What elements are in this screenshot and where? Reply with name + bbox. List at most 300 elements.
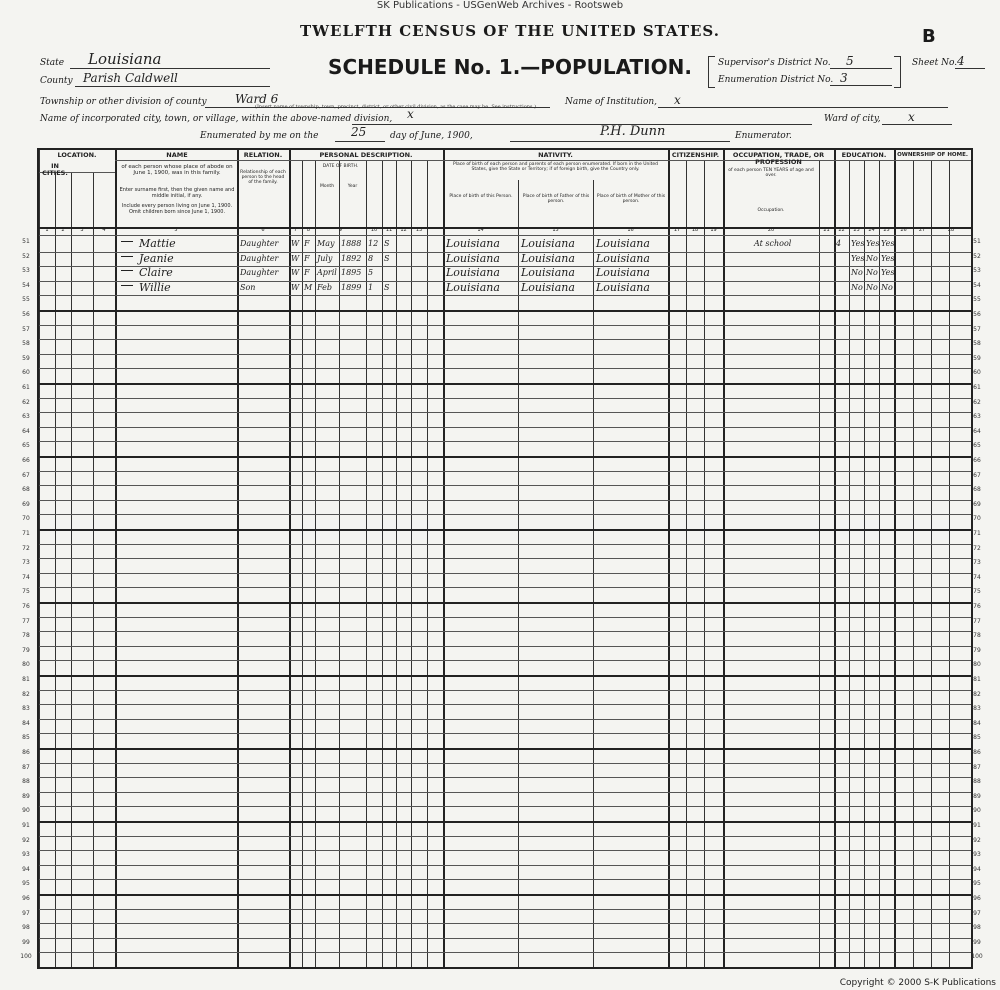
hdr-personal: PERSONAL DESCRIPTION. (319, 151, 413, 159)
row-line (39, 295, 971, 296)
city-label: Name of incorporated city, town, or village, within the above-named division, (40, 114, 393, 124)
row-number: 72 (973, 544, 981, 552)
hdr-name-desc: of each person whose place of abode on June 1, 1900, was in this family. (121, 164, 233, 177)
row-line (39, 690, 971, 691)
row-number: 55 (22, 296, 30, 304)
entry-color: W (291, 282, 300, 292)
column-number: 8 (306, 227, 311, 233)
row-number: 72 (22, 544, 30, 552)
column-number: 10 (370, 227, 378, 233)
row-number: 97 (973, 909, 981, 917)
entry-read: Yes (851, 239, 865, 248)
row-number: 54 (973, 281, 981, 289)
row-number: 90 (22, 807, 30, 815)
enumerator-name: P.H. Dunn (600, 124, 666, 139)
column-number: 27 (918, 227, 926, 233)
row-line (39, 281, 971, 282)
row-line (39, 763, 971, 764)
entry-birth-father: Louisiana (521, 266, 575, 280)
row-line (39, 383, 971, 385)
row-number: 89 (22, 792, 30, 800)
col-line (71, 172, 72, 967)
hdr-year: Year (347, 184, 358, 189)
row-number: 91 (22, 822, 30, 829)
row-line (39, 471, 971, 472)
column-number: 2 (61, 227, 65, 233)
entry-birth-father: Louisiana (521, 251, 575, 265)
ward-label: Ward of city, (824, 114, 881, 124)
entry-color: W (291, 268, 300, 278)
row-number: 96 (973, 895, 981, 902)
entry-write: No (866, 253, 878, 263)
entry-relation: Son (240, 282, 256, 292)
row-number: 61 (22, 384, 30, 391)
row-line (39, 660, 971, 661)
column-number: 12 (400, 227, 407, 233)
row-line (39, 909, 971, 910)
supervisor-line (830, 54, 892, 69)
enumeration-label: Enumeration District No. (718, 75, 834, 85)
enumerator-label: Enumerator. (735, 131, 792, 141)
entry-marital: S (384, 282, 390, 292)
entry-color: W (291, 239, 300, 248)
entry-occupation: At school (754, 239, 792, 248)
row-line (39, 325, 971, 326)
hdr-occupation-desc: of each person TEN YEARS of age and over. (728, 168, 814, 179)
row-number: 94 (22, 865, 30, 873)
row-line (39, 412, 971, 413)
entry-english: Yes (881, 268, 895, 278)
enumerated-middle: day of June, 1900, (390, 131, 473, 141)
column-number: 15 (552, 227, 559, 233)
entry-relation: Daughter (240, 268, 279, 278)
row-number: 90 (973, 807, 981, 815)
row-number: 56 (973, 311, 981, 318)
row-number: 70 (973, 515, 981, 523)
column-number: 16 (627, 227, 634, 233)
column-number: 9 (338, 227, 343, 233)
hdr-birth: DATE OF BIRTH. (322, 164, 359, 169)
township-note: (Insert name of township, town, precinct, district, or other civil division, as the case may be. See instructions.) (255, 104, 537, 110)
entry-month: April (317, 268, 337, 278)
entry-read: No (851, 268, 863, 278)
institution-value: x (674, 93, 681, 107)
row-number: 66 (22, 457, 30, 464)
row-number: 95 (973, 880, 981, 888)
entry-english: Yes (881, 239, 895, 248)
column-number: 11 (385, 227, 393, 233)
row-number: 74 (22, 573, 30, 581)
row-number: 70 (22, 515, 30, 523)
row-line (39, 836, 971, 837)
row-number: 86 (973, 749, 981, 756)
hdr-occupation: OCCUPATION, TRADE, OR PROFESSION (732, 151, 825, 167)
entry-name: Mattie (139, 237, 176, 250)
row-number: 66 (973, 457, 981, 464)
entry-sex: F (304, 268, 310, 278)
row-number: 98 (22, 924, 30, 932)
row-line (39, 368, 971, 369)
row-number: 76 (22, 603, 30, 610)
column-number: 25 (883, 227, 890, 233)
entry-name: Claire (139, 266, 173, 280)
hdr-occupation-sub: Occupation. (757, 208, 785, 213)
entry-color: W (291, 253, 300, 263)
row-line (39, 704, 971, 705)
township-label: Township or other division of county (40, 97, 207, 107)
entry-age: 12 (368, 239, 379, 248)
column-number: 28 (947, 227, 955, 233)
row-number: 100 (971, 953, 983, 961)
row-number: 78 (973, 632, 981, 640)
enumerated-prefix: Enumerated by me on the (200, 131, 319, 141)
surname-ditto-mark (121, 285, 133, 286)
row-number: 95 (22, 880, 30, 888)
col-line (93, 172, 94, 967)
header-line (39, 235, 971, 236)
township-value: Ward 6 (235, 92, 279, 106)
row-line (39, 806, 971, 807)
hdr-ownership: OWNERSHIP OF HOME. (897, 152, 968, 158)
column-number: 1 (45, 227, 49, 233)
row-number: 99 (973, 938, 981, 946)
row-number: 69 (22, 500, 30, 508)
surname-ditto-mark (121, 256, 133, 257)
row-line (39, 719, 971, 720)
entry-months-school: 4 (836, 239, 842, 248)
hdr-relation: RELATION. (243, 151, 283, 159)
hdr-location: LOCATION. (57, 151, 97, 159)
row-number: 86 (22, 749, 30, 756)
district-bracket-right (894, 56, 901, 88)
row-number: 82 (973, 690, 981, 698)
column-number: 4 (102, 227, 106, 233)
entry-birth-mother: Louisiana (596, 280, 650, 294)
entry-month: July (317, 253, 333, 263)
row-number: 82 (22, 690, 30, 698)
row-number: 79 (22, 646, 30, 654)
entry-age: 5 (368, 268, 374, 278)
enumerated-day: 25 (351, 125, 367, 139)
supervisor-label: Supervisor's District No. (718, 58, 831, 68)
row-number: 83 (22, 705, 30, 713)
row-number: 53 (22, 267, 30, 275)
supervisor-value: 5 (846, 54, 854, 68)
row-number: 98 (973, 924, 981, 932)
entry-birth-person: Louisiana (446, 237, 500, 250)
entry-year: 1888 (341, 239, 362, 248)
enumerator-line (510, 124, 730, 142)
column-number: 23 (853, 227, 860, 233)
row-line (39, 602, 971, 604)
row-line (39, 631, 971, 632)
row-line (39, 865, 971, 866)
sheet-line (955, 54, 985, 69)
row-number: 94 (973, 865, 981, 873)
column-number: 6 (261, 227, 265, 233)
col-line (55, 172, 56, 967)
entry-birth-person: Louisiana (446, 251, 500, 265)
entry-birth-mother: Louisiana (596, 251, 650, 265)
row-number: 57 (22, 325, 30, 333)
column-number: 5 (174, 227, 178, 233)
hdr-nat-father: Place of birth of Father of this person. (522, 194, 590, 205)
entry-birth-person: Louisiana (446, 266, 500, 280)
row-number: 80 (22, 661, 30, 669)
column-number: 7 (293, 227, 298, 233)
state-label: State (40, 58, 65, 68)
row-line (39, 354, 971, 355)
row-number: 79 (973, 646, 981, 654)
census-title: TWELFTH CENSUS OF THE UNITED STATES. (300, 22, 720, 40)
entry-sex: M (304, 282, 313, 292)
row-line (39, 850, 971, 851)
row-line (39, 573, 971, 574)
row-number: 76 (973, 603, 981, 610)
entry-month: May (317, 239, 335, 248)
column-number: 14 (477, 227, 484, 233)
row-number: 57 (973, 325, 981, 333)
row-number: 88 (22, 778, 30, 786)
row-line (39, 427, 971, 428)
row-number: 91 (973, 822, 981, 829)
row-line (39, 339, 971, 340)
entry-write: No (866, 268, 878, 278)
sheet-label: Sheet No. (912, 58, 958, 68)
sheet-letter: B (922, 26, 936, 47)
entry-marital: S (384, 253, 390, 263)
row-number: 75 (22, 588, 30, 596)
entry-sex: F (304, 239, 310, 248)
column-number: 3 (80, 227, 84, 233)
entry-write: Yes (866, 239, 880, 248)
row-number: 52 (22, 252, 30, 260)
enumeration-value: 3 (840, 71, 848, 85)
row-number: 81 (973, 676, 981, 683)
row-number: 62 (973, 398, 981, 406)
enumeration-line (830, 71, 892, 86)
state-line (70, 50, 270, 69)
county-label: County (40, 76, 73, 86)
hdr-relation-desc: Relationship of each person to the head of the family. (240, 170, 286, 186)
row-number: 93 (973, 851, 981, 859)
row-number: 60 (22, 369, 30, 377)
entry-sex: F (304, 253, 310, 263)
row-number: 89 (973, 792, 981, 800)
institution-label: Name of Institution, (565, 97, 658, 107)
row-number: 97 (22, 909, 30, 917)
row-line (39, 894, 971, 896)
column-number: 13 (415, 227, 423, 233)
site-banner: SK Publications - USGenWeb Archives - Rootsweb (376, 0, 624, 11)
surname-ditto-mark (121, 270, 133, 271)
row-line (39, 252, 971, 253)
column-number: 18 (691, 227, 699, 233)
column-number: 20 (767, 227, 775, 233)
ward-line (882, 110, 952, 125)
row-number: 77 (973, 617, 981, 625)
row-number: 85 (22, 734, 30, 742)
row-number: 75 (973, 588, 981, 596)
column-number: 22 (838, 227, 845, 233)
row-number: 64 (973, 427, 981, 435)
row-number: 96 (22, 895, 30, 902)
row-number: 83 (973, 705, 981, 713)
row-number: 84 (973, 719, 981, 727)
column-number: 17 (673, 227, 681, 233)
entry-age: 8 (368, 253, 374, 263)
county-value: Parish Caldwell (83, 71, 178, 85)
row-number: 51 (22, 238, 30, 245)
hdr-name: NAME (166, 151, 188, 159)
row-number: 58 (973, 340, 981, 348)
row-number: 73 (22, 559, 30, 567)
entry-birth-father: Louisiana (521, 280, 575, 294)
entry-year: 1892 (341, 253, 362, 263)
row-line (39, 558, 971, 559)
row-line (39, 514, 971, 515)
row-line (39, 938, 971, 939)
row-number: 73 (973, 559, 981, 567)
entry-write: No (866, 282, 878, 292)
row-number: 78 (22, 632, 30, 640)
hdr-education: EDUCATION. (841, 151, 887, 159)
county-line (75, 71, 270, 87)
row-number: 59 (973, 354, 981, 362)
hdr-in-cities: IN CITIES. (42, 162, 68, 178)
row-number: 92 (22, 836, 30, 844)
entry-english: No (881, 282, 893, 292)
row-number: 60 (973, 369, 981, 377)
row-number: 92 (973, 836, 981, 844)
entry-birth-mother: Louisiana (596, 266, 650, 280)
state-value: Louisiana (88, 50, 162, 68)
hdr-month: Month (319, 184, 335, 189)
row-number: 64 (22, 427, 30, 435)
row-line (39, 485, 971, 486)
row-number: 69 (973, 500, 981, 508)
schedule-title: SCHEDULE No. 1.—POPULATION. (328, 55, 692, 79)
entry-age: 1 (368, 282, 374, 292)
column-number: 21 (823, 227, 830, 233)
row-number: 84 (22, 719, 30, 727)
row-line (39, 952, 971, 953)
row-number: 87 (973, 763, 981, 771)
entry-month: Feb (317, 282, 332, 292)
hdr-name-instr2: Include every person living on June 1, 1900. Omit children born since June 1, 1900. (121, 203, 233, 215)
row-line (39, 398, 971, 399)
row-number: 99 (22, 938, 30, 946)
row-line (39, 529, 971, 531)
entry-year: 1895 (341, 268, 362, 278)
entry-name: Willie (139, 280, 171, 294)
row-number: 85 (973, 734, 981, 742)
entry-marital: S (384, 239, 390, 248)
hdr-name-instr: Enter surname first, then the given name and middle initial, if any. (119, 187, 235, 199)
entry-birth-person: Louisiana (446, 280, 500, 294)
entry-relation: Daughter (240, 253, 279, 263)
row-number: 63 (973, 413, 981, 421)
row-number: 62 (22, 398, 30, 406)
row-number: 52 (973, 252, 981, 260)
row-line (39, 441, 971, 442)
row-number: 68 (22, 486, 30, 494)
row-number: 63 (22, 413, 30, 421)
row-line (39, 617, 971, 618)
row-number: 51 (973, 238, 981, 245)
row-number: 87 (22, 763, 30, 771)
row-number: 81 (22, 676, 30, 683)
row-line (39, 777, 971, 778)
row-number: 68 (973, 486, 981, 494)
row-number: 71 (22, 530, 30, 537)
row-number: 67 (973, 471, 981, 479)
city-value: x (407, 107, 414, 121)
entry-english: Yes (881, 253, 895, 263)
row-number: 88 (973, 778, 981, 786)
row-line (39, 646, 971, 647)
row-number: 65 (973, 442, 981, 450)
row-line (39, 310, 971, 312)
row-number: 54 (22, 281, 30, 289)
hdr-nat-mother: Place of birth of Mother of this person. (596, 194, 666, 205)
row-number: 59 (22, 354, 30, 362)
row-number: 100 (20, 953, 32, 961)
entry-name: Jeanie (139, 251, 174, 265)
row-number: 65 (22, 442, 30, 450)
district-bracket-left (708, 56, 715, 88)
row-line (39, 544, 971, 545)
institution-line (658, 93, 948, 108)
surname-ditto-mark (121, 241, 133, 242)
ward-value: x (908, 110, 915, 124)
row-number: 80 (973, 661, 981, 669)
hdr-citizenship: CITIZENSHIP. (671, 151, 720, 159)
row-number: 93 (22, 851, 30, 859)
entry-relation: Daughter (240, 239, 279, 248)
row-number: 58 (22, 340, 30, 348)
entry-year: 1899 (341, 282, 362, 292)
column-number: 26 (900, 227, 907, 233)
row-line (39, 266, 971, 267)
row-number: 61 (973, 384, 981, 391)
row-line (39, 456, 971, 458)
city-line (352, 107, 812, 125)
column-number: 19 (710, 227, 717, 233)
row-number: 53 (973, 267, 981, 275)
row-number: 55 (973, 296, 981, 304)
hdr-nat-person: Place of birth of this Person. (449, 194, 513, 199)
row-line (39, 748, 971, 750)
row-line (39, 792, 971, 793)
row-line (39, 500, 971, 501)
entry-read: Yes (851, 253, 865, 263)
copyright-notice: Copyright © 2000 S-K Publications (839, 978, 996, 988)
row-number: 77 (22, 617, 30, 625)
row-line (39, 587, 971, 588)
row-line (39, 733, 971, 734)
row-number: 67 (22, 471, 30, 479)
row-line (39, 923, 971, 924)
entry-read: No (851, 282, 863, 292)
hdr-nativity-desc: Place of birth of each person and parents of each person enumerated. If born in the United States, give the State or Territory; if of foreign birth, give the Country only. (452, 162, 659, 173)
row-number: 74 (973, 573, 981, 581)
sheet-value: 4 (957, 54, 965, 68)
row-number: 71 (973, 530, 981, 537)
row-number: 56 (22, 311, 30, 318)
column-number: 24 (868, 227, 875, 233)
row-line (39, 675, 971, 677)
